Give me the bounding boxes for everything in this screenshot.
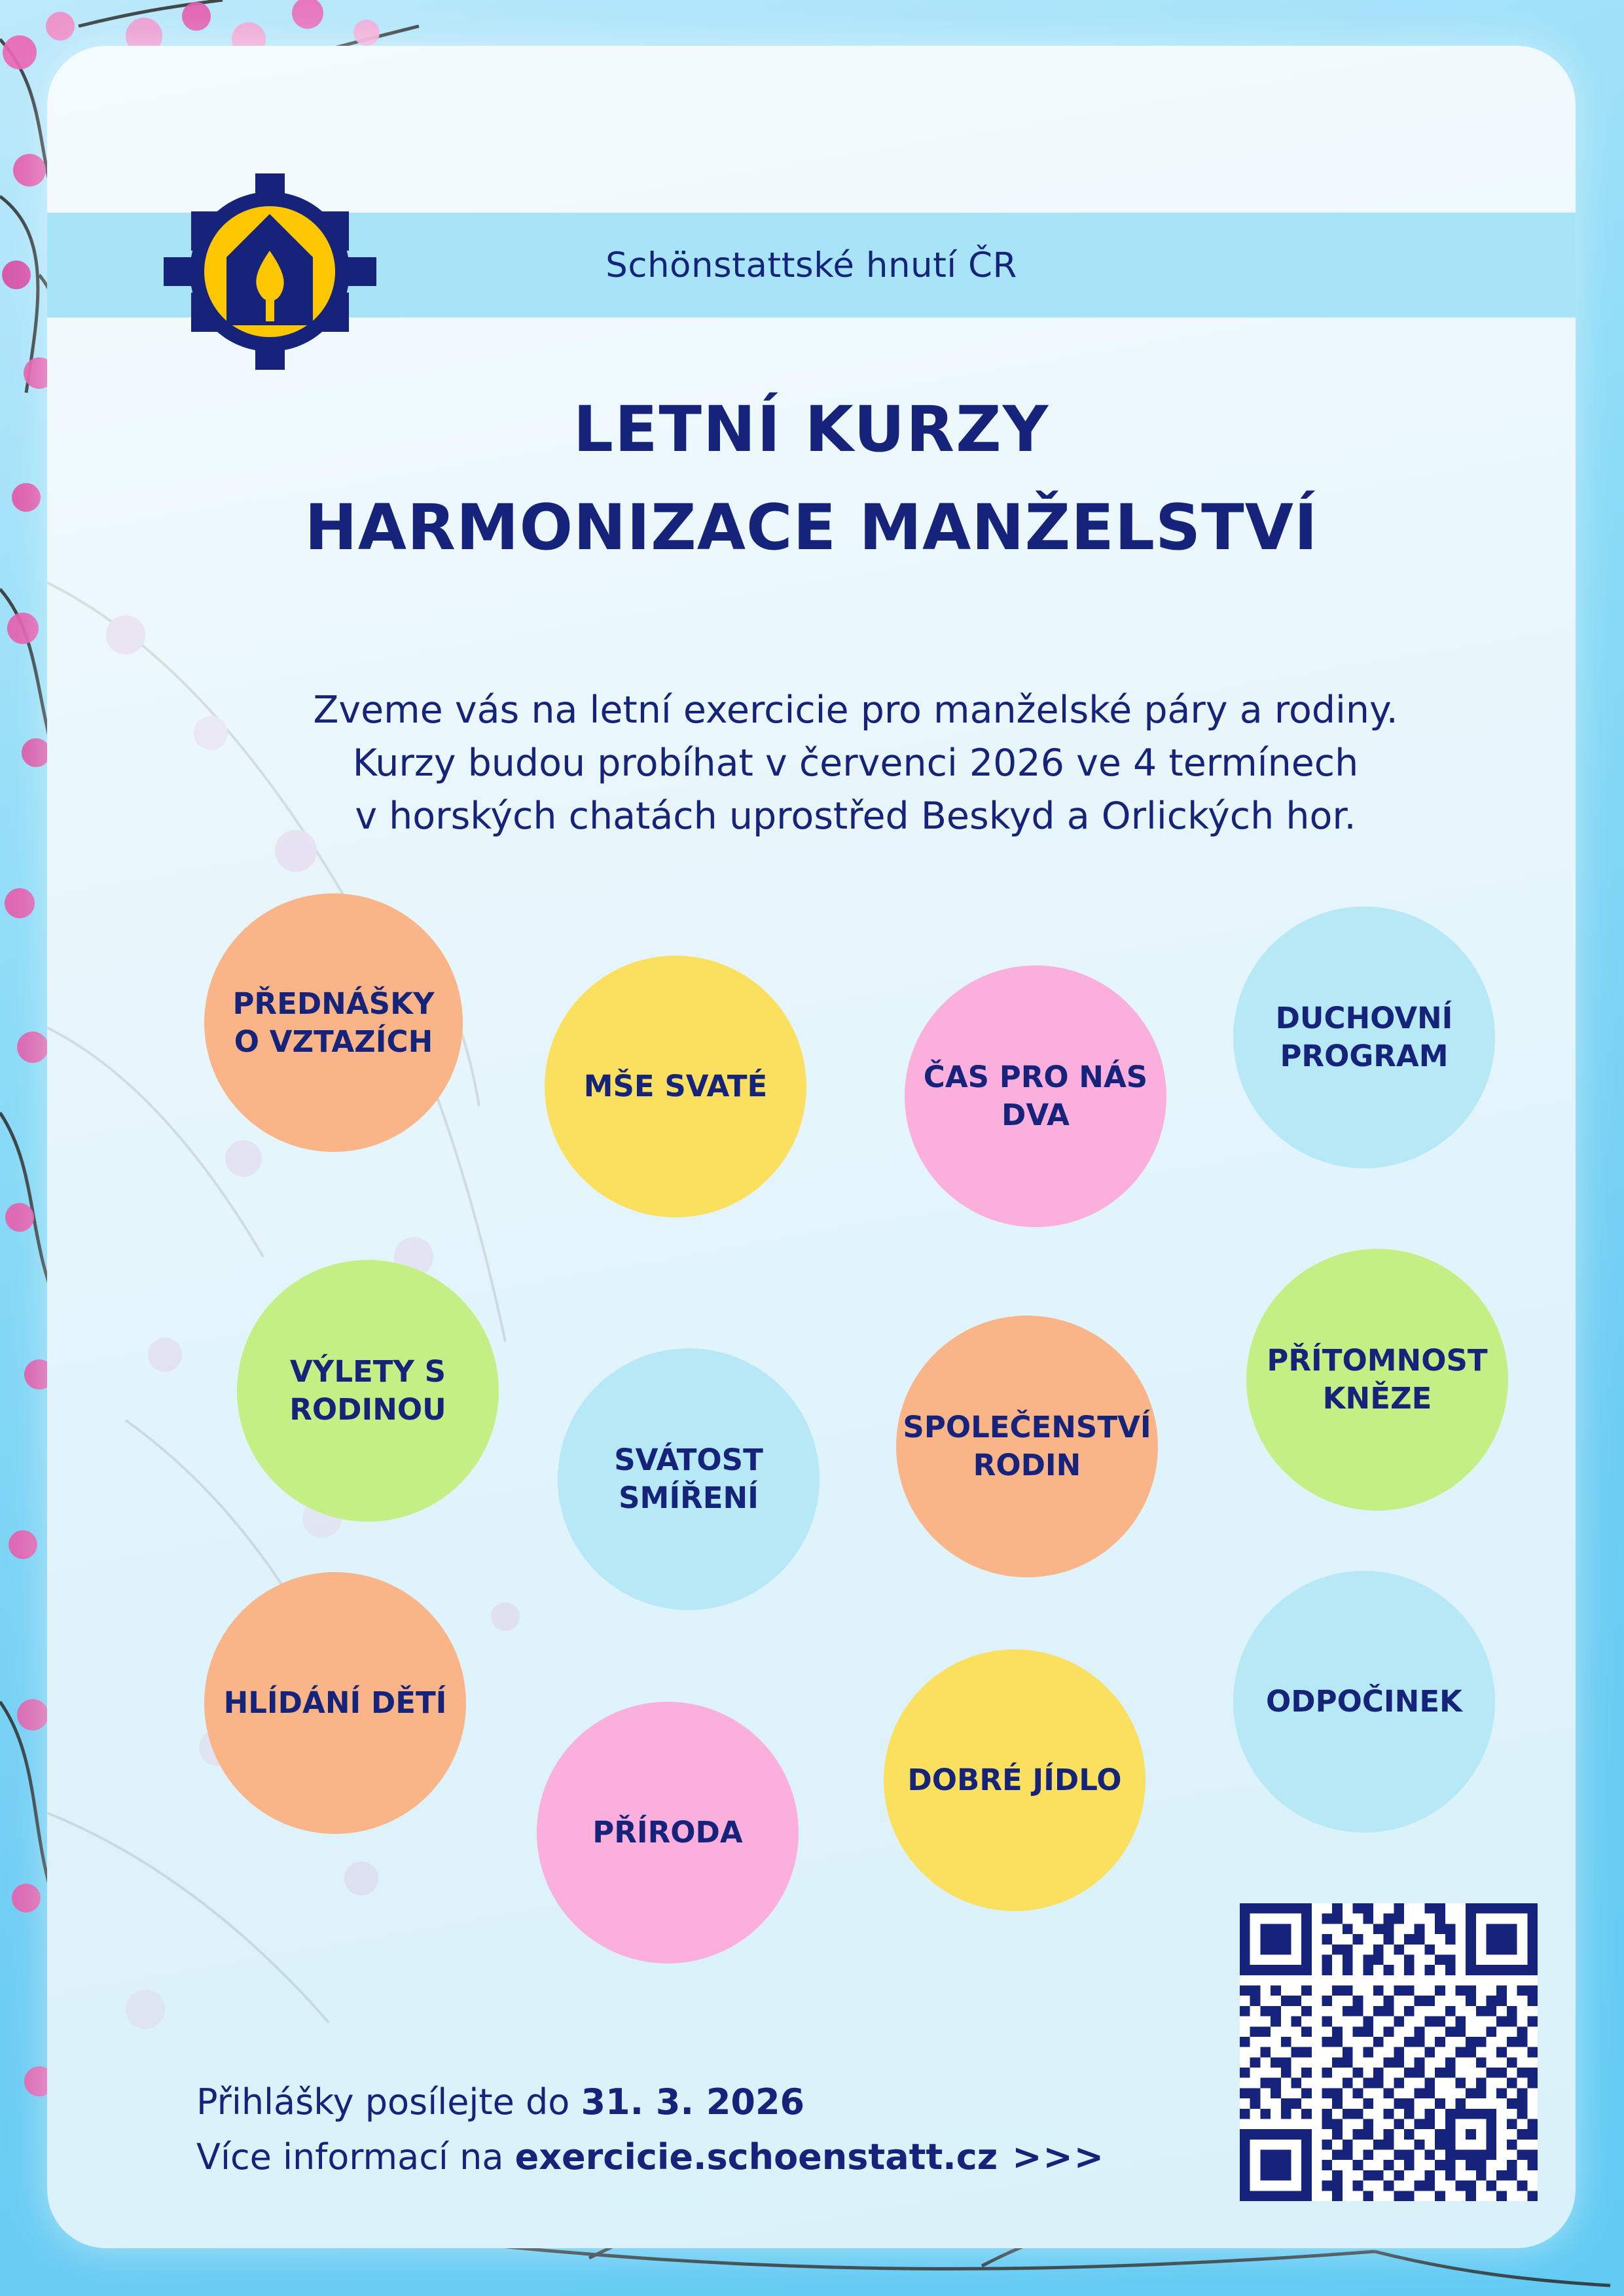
bubble-odpocinek: [1233, 1571, 1495, 1833]
bubble-hlidani-deti: [204, 1572, 466, 1834]
page-title-line-2: HARMONIZACE MANŽELSTVÍ: [304, 491, 1318, 564]
more-info-line: [196, 2130, 1105, 2185]
arrows-icon: >>>: [1012, 2136, 1105, 2178]
bubble-label: PŘEDNÁŠKY O VZTAZÍCH: [232, 986, 435, 1059]
bubble-label: VÝLETY S RODINOU: [289, 1354, 446, 1427]
page-title-line-1: LETNÍ KURZY: [573, 393, 1050, 466]
organization-name: Schönstattské hnutí ČR: [605, 245, 1017, 285]
deadline-prefix: Přihlášky posílejte do: [196, 2081, 581, 2123]
bubble-label: SPOLEČENSTVÍ RODIN: [903, 1410, 1151, 1482]
website-link[interactable]: exercicie.schoenstatt.cz: [514, 2136, 998, 2178]
bubble-spolecenstvi-rodin: [896, 1316, 1158, 1577]
bubble-label: PŘÍTOMNOST KNĚZE: [1267, 1343, 1488, 1416]
bubble-prednasky-o-vztazich: [204, 893, 463, 1152]
bubble-label: HLÍDÁNÍ DĚTÍ: [223, 1685, 447, 1721]
bubble-label: ČAS PRO NÁS DVA: [923, 1060, 1148, 1132]
bubble-svatost-smireni: [558, 1348, 820, 1610]
intro-line-3: v horských chatách uprostřed Beskyd a Orlických hor.: [355, 794, 1356, 838]
info-prefix: Více informací na: [196, 2136, 515, 2178]
bubble-duchovni-program: [1233, 906, 1495, 1168]
bubble-label: SVÁTOST SMÍŘENÍ: [614, 1443, 763, 1515]
bubble-dobre-jidlo: [884, 1649, 1146, 1911]
qr-code[interactable]: [1240, 1903, 1538, 2201]
bubble-label: DOBRÉ JÍDLO: [907, 1763, 1122, 1798]
deadline-date: 31. 3. 2026: [581, 2081, 805, 2123]
bubble-pritomnost-kneze: [1246, 1249, 1508, 1511]
bubble-label: PŘÍRODA: [592, 1815, 743, 1850]
application-deadline-line: [196, 2075, 1105, 2130]
bubble-mse-svate: [545, 956, 806, 1217]
bubble-vylety-s-rodinou: [237, 1260, 499, 1522]
bubble-priroda: [537, 1702, 799, 1964]
footer-block: [196, 2075, 1105, 2184]
bubble-cas-pro-nas-dva: [905, 965, 1166, 1227]
poster-card: [47, 46, 1576, 2248]
bubble-label: ODPOČINEK: [1266, 1684, 1462, 1719]
bubble-label: MŠE SVATÉ: [583, 1069, 768, 1104]
intro-line-1: Zveme vás na letní exercicie pro manželské páry a rodiny.: [313, 689, 1398, 732]
bubble-label: DUCHOVNÍ PROGRAM: [1275, 1001, 1453, 1073]
intro-line-2: Kurzy budou probíhat v červenci 2026 ve 4 termínech: [352, 741, 1359, 785]
